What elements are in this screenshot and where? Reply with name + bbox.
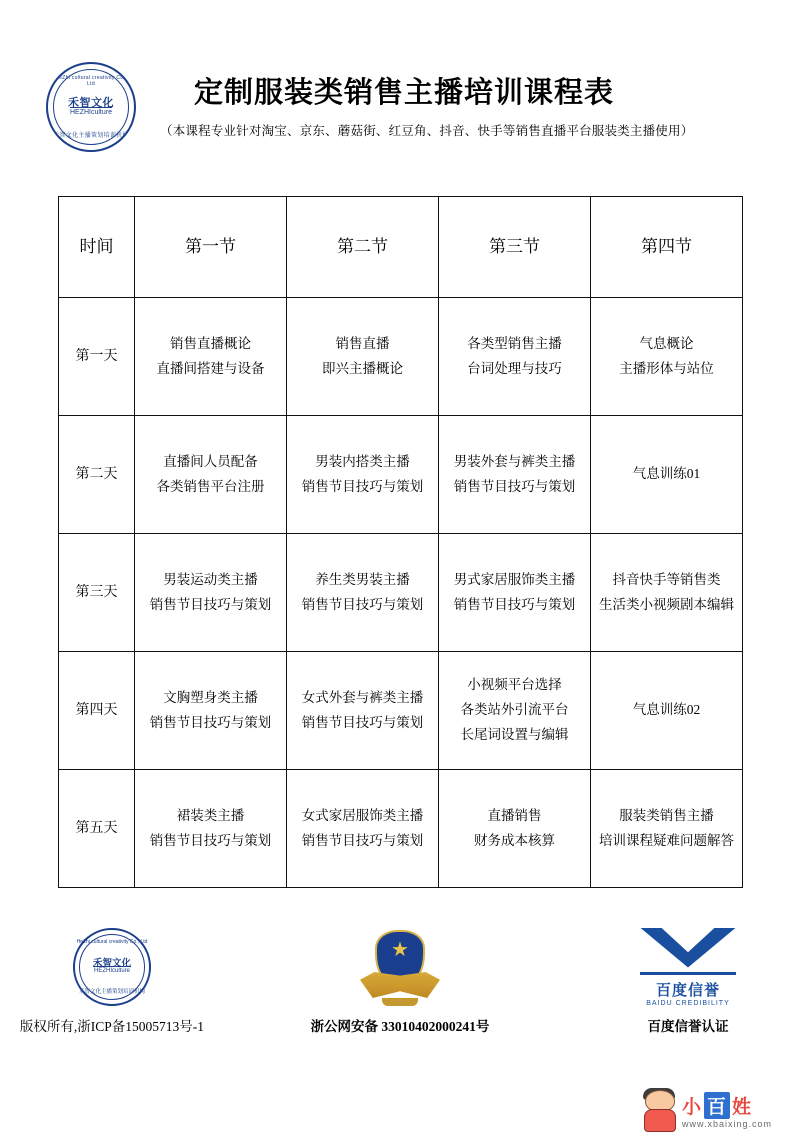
icp-caption: 版权所有,浙ICP备15005713号-1 — [19, 1019, 205, 1034]
cell-line: 销售直播概论 — [170, 335, 251, 351]
seal-arc-top-text: HeZhi cultural creativity Co., Ltd — [76, 939, 148, 945]
cell-day5-session4 — [591, 770, 743, 888]
badge-icp — [7, 925, 217, 1035]
cell-day2-session1 — [135, 416, 287, 534]
cell-line: 男式家居服饰类主播 — [453, 571, 576, 587]
cell-line: 销售节目技巧与策划 — [149, 714, 272, 730]
cell-line: 女式家居服饰类主播 — [301, 807, 424, 823]
police-star: ★ — [391, 939, 409, 961]
row-label-day-5: 第五天 — [59, 770, 135, 888]
table-header-row — [59, 197, 743, 298]
table-row — [59, 534, 743, 652]
cell-line: 主播形体与站位 — [619, 360, 714, 376]
cell-line: 销售节目技巧与策划 — [453, 596, 576, 612]
cell-line: 女式外套与裤类主播 — [301, 689, 424, 705]
cell-day1-session4 — [591, 298, 743, 416]
page-title: 定制服装类销售主播培训课程表 — [194, 77, 615, 109]
schedule-table — [58, 196, 743, 888]
cell-day4-session2 — [287, 652, 439, 770]
cell-day1-session3 — [439, 298, 591, 416]
watermark-char-1: 小 — [681, 1096, 702, 1118]
table-header — [59, 197, 743, 298]
page-subtitle: （本课程专业针对淘宝、京东、蘑菇街、红豆角、抖音、快手等销售直播平台服装类主播使用） — [160, 124, 694, 138]
seal-brand-en: HEZHIculture — [93, 968, 130, 974]
cell-line: 长尾词设置与编辑 — [460, 726, 569, 742]
cell-day5-session1 — [135, 770, 287, 888]
cell-line: 销售节目技巧与策划 — [149, 596, 272, 612]
cell-line: 销售节目技巧与策划 — [301, 714, 424, 730]
cell-line: 气息训练01 — [632, 466, 701, 482]
footer-badges — [0, 925, 800, 1035]
cell-line: 直播销售 — [487, 807, 542, 823]
badge-art — [295, 925, 505, 1009]
column-header-session-1: 第一节 — [135, 197, 287, 298]
badge-police-record[interactable] — [295, 925, 505, 1035]
mascot-icon — [642, 1090, 676, 1130]
table-row — [59, 770, 743, 888]
document-header — [0, 0, 800, 152]
column-header-time: 时间 — [59, 197, 135, 298]
badge-baidu-credibility[interactable] — [583, 925, 793, 1035]
baidu-caption: 百度信誉认证 — [647, 1019, 729, 1034]
police-base — [382, 998, 418, 1006]
title-block — [150, 62, 693, 139]
cell-line: 男装外套与裤类主播 — [453, 453, 576, 469]
watermark-site-url: www.xbaixing.com — [681, 1118, 772, 1129]
column-header-session-2: 第二节 — [287, 197, 439, 298]
row-label-day-4: 第四天 — [59, 652, 135, 770]
table-row — [59, 652, 743, 770]
table-row — [59, 416, 743, 534]
cell-day3-session3 — [439, 534, 591, 652]
cell-line: 销售节目技巧与策划 — [301, 596, 424, 612]
cell-day2-session3 — [439, 416, 591, 534]
seal-arc-top-text: HeZhi cultural creativity Co., Ltd — [55, 75, 127, 87]
seal-arc-bottom-text: 禾智文化主播策划培训机构 — [78, 989, 145, 995]
cell-line: 生活类小视频剧本编辑 — [599, 596, 734, 612]
seal-brand-en: HEZHIculture — [69, 109, 112, 116]
cell-line: 直播间搭建与设备 — [156, 360, 265, 376]
cell-day3-session1 — [135, 534, 287, 652]
seal-brand-cn: 禾智文化 — [68, 97, 114, 109]
cell-day4-session3 — [439, 652, 591, 770]
watermark-char-2: 百 — [704, 1092, 730, 1119]
cell-day2-session2 — [287, 416, 439, 534]
cell-line: 培训课程疑难问题解答 — [599, 832, 734, 848]
cell-day4-session4 — [591, 652, 743, 770]
column-header-session-3: 第三节 — [439, 197, 591, 298]
cell-day3-session4 — [591, 534, 743, 652]
cell-day5-session2 — [287, 770, 439, 888]
watermark-title — [682, 1092, 752, 1119]
cell-line: 各类销售平台注册 — [156, 478, 265, 494]
cell-line: 男装运动类主播 — [163, 571, 258, 587]
cell-line: 服装类销售主播 — [619, 807, 714, 823]
cell-line: 各类站外引流平台 — [460, 702, 569, 718]
baidu-v-mark — [640, 928, 736, 968]
cell-line: 裙装类主播 — [176, 807, 245, 823]
baidu-credibility-icon — [624, 928, 752, 1007]
cell-day3-session2 — [287, 534, 439, 652]
cell-line: 销售节目技巧与策划 — [149, 832, 272, 848]
watermark-text — [682, 1092, 772, 1129]
cell-day5-session3 — [439, 770, 591, 888]
cell-line: 直播间人员配备 — [163, 453, 258, 469]
badge-art — [583, 925, 793, 1009]
row-label-day-3: 第三天 — [59, 534, 135, 652]
cell-line: 即兴主播概论 — [322, 360, 403, 376]
baidu-underline — [640, 972, 736, 975]
baidu-badge-cn: 百度信誉 — [655, 982, 720, 999]
cell-line: 各类型销售主播 — [467, 335, 562, 351]
cell-line: 销售节目技巧与策划 — [301, 832, 424, 848]
row-label-day-2: 第二天 — [59, 416, 135, 534]
cell-line: 养生类男装主播 — [315, 571, 410, 587]
seal-brand-cn: 禾智文化 — [92, 959, 131, 969]
cell-line: 销售直播 — [335, 335, 390, 351]
police-record-caption: 浙公网安备 33010402000241号 — [310, 1019, 490, 1034]
cell-line: 气息概论 — [639, 335, 694, 351]
table-body — [59, 298, 743, 888]
cell-day2-session4 — [591, 416, 743, 534]
watermark-char-3: 姓 — [732, 1096, 753, 1118]
row-label-day-1: 第一天 — [59, 298, 135, 416]
baidu-badge-en: BAIDU CREDIBILITY — [646, 999, 730, 1007]
cell-day1-session2 — [287, 298, 439, 416]
column-header-session-4: 第四节 — [591, 197, 743, 298]
mascot-body — [644, 1109, 676, 1132]
site-watermark — [642, 1090, 772, 1130]
cell-line: 文胸塑身类主播 — [163, 689, 258, 705]
badge-art — [7, 925, 217, 1009]
cell-line: 台词处理与技巧 — [467, 360, 562, 376]
cell-line: 销售节目技巧与策划 — [453, 478, 576, 494]
cell-day1-session1 — [135, 298, 287, 416]
company-seal-icon — [46, 62, 136, 152]
cell-line: 小视频平台选择 — [467, 677, 562, 693]
cell-line: 财务成本核算 — [474, 832, 555, 848]
cell-line: 男装内搭类主播 — [315, 453, 410, 469]
police-wings — [360, 972, 440, 998]
cell-line: 抖音快手等销售类 — [612, 571, 721, 587]
seal-arc-bottom-text: 禾智文化主播策划培训机构 — [53, 133, 129, 139]
cell-line: 销售节目技巧与策划 — [301, 478, 424, 494]
schedule-table-wrap — [58, 196, 740, 888]
company-seal-icon — [73, 928, 151, 1006]
table-row — [59, 298, 743, 416]
cell-day4-session1 — [135, 652, 287, 770]
cell-line: 气息训练02 — [632, 702, 701, 718]
police-emblem-icon — [360, 928, 440, 1006]
